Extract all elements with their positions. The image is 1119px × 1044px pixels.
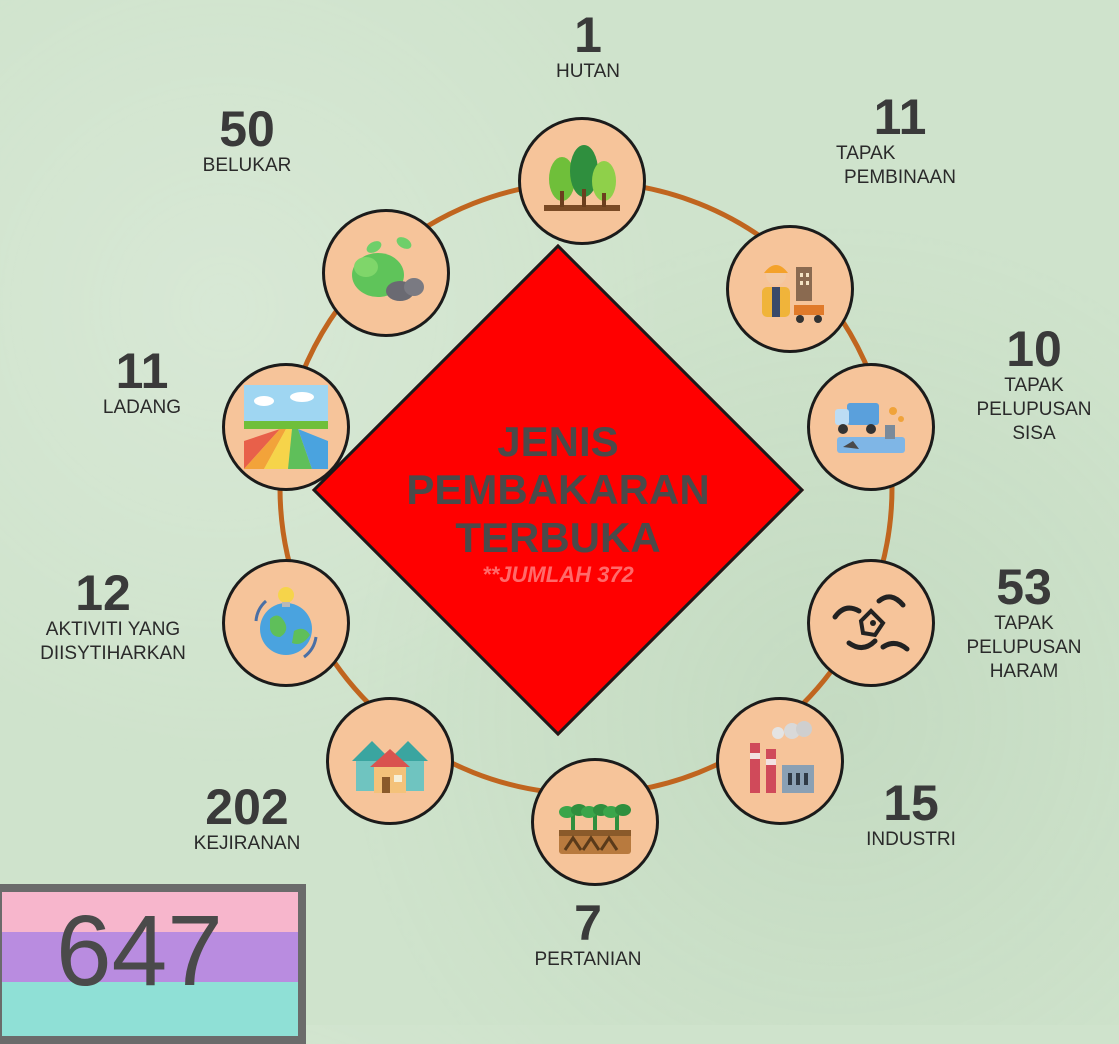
text-kejiranan: KEJIRANAN (193, 833, 301, 854)
text-industri: INDUSTRI (866, 829, 956, 850)
node-ladang (222, 363, 350, 491)
count-tapak-pembinaan: 11 (873, 89, 927, 145)
total-box (0, 884, 306, 1044)
label-pertanian (500, 895, 676, 972)
total-value: 647 (56, 895, 223, 1007)
label-tapak-pembinaan (800, 89, 1000, 190)
node-hutan (518, 117, 646, 245)
plant-bed-icon (553, 780, 637, 864)
center-title-line-3: TERBUKA (455, 514, 661, 561)
label-aktiviti-diisytiharkan (0, 565, 226, 666)
text-tapak-pelupusan-sisa-2: PELUPUSAN (976, 399, 1092, 420)
node-tapak-pelupusan-haram (807, 559, 935, 687)
text-tapak-pelupusan-haram-2: PELUPUSAN (966, 637, 1082, 658)
shrub-icon (344, 231, 428, 315)
text-aktiviti-diisytiharkan-1: AKTIVITI YANG (45, 619, 181, 640)
text-ladang: LADANG (102, 397, 182, 418)
construction-worker-icon (748, 247, 832, 331)
text-aktiviti-diisytiharkan-2: DIISYTIHARKAN (40, 643, 186, 664)
node-belukar (322, 209, 450, 337)
node-industri (716, 697, 844, 825)
text-tapak-pembinaan-2: PEMBINAAN (844, 167, 956, 188)
count-kejiranan: 202 (205, 779, 289, 835)
node-tapak-pelupusan-sisa (807, 363, 935, 491)
center-title-line-1: JENIS (497, 418, 619, 465)
text-belukar: BELUKAR (202, 155, 292, 176)
center-total-label: **JUMLAH 372 (482, 562, 634, 587)
label-tapak-pelupusan-haram (942, 559, 1106, 684)
node-aktiviti-diisytiharkan (222, 559, 350, 687)
count-hutan: 1 (574, 7, 602, 63)
node-tapak-pembinaan (726, 225, 854, 353)
node-pertanian (531, 758, 659, 886)
globe-lightbulb-icon (244, 581, 328, 665)
text-tapak-pelupusan-haram-3: HARAM (989, 661, 1059, 682)
text-tapak-pembinaan-1: TAPAK (836, 143, 896, 164)
label-belukar (172, 101, 322, 178)
text-hutan: HUTAN (555, 61, 621, 82)
garbage-truck-icon (829, 385, 913, 469)
label-tapak-pelupusan-sisa (952, 321, 1116, 446)
count-tapak-pelupusan-sisa: 10 (1006, 321, 1062, 377)
text-tapak-pelupusan-sisa-3: SISA (1012, 423, 1056, 444)
farm-field-icon (244, 385, 328, 469)
count-aktiviti-diisytiharkan: 12 (75, 565, 131, 621)
label-industri (826, 775, 996, 852)
factory-icon (738, 719, 822, 803)
count-ladang: 11 (115, 343, 169, 399)
forest-icon (540, 139, 624, 223)
houses-icon (348, 719, 432, 803)
text-tapak-pelupusan-haram-1: TAPAK (994, 613, 1054, 634)
count-tapak-pelupusan-haram: 53 (996, 559, 1052, 615)
label-hutan (508, 7, 668, 84)
label-kejiranan (162, 779, 332, 856)
center-title-line-2: PEMBAKARAN (406, 466, 710, 513)
text-tapak-pelupusan-sisa-1: TAPAK (1004, 375, 1064, 396)
text-pertanian: PERTANIAN (534, 949, 642, 970)
center-title (340, 418, 776, 588)
count-pertanian: 7 (574, 895, 602, 951)
count-belukar: 50 (219, 101, 275, 157)
label-ladang (72, 343, 212, 420)
litter-pile-icon (829, 581, 913, 665)
node-kejiranan (326, 697, 454, 825)
count-industri: 15 (883, 775, 939, 831)
